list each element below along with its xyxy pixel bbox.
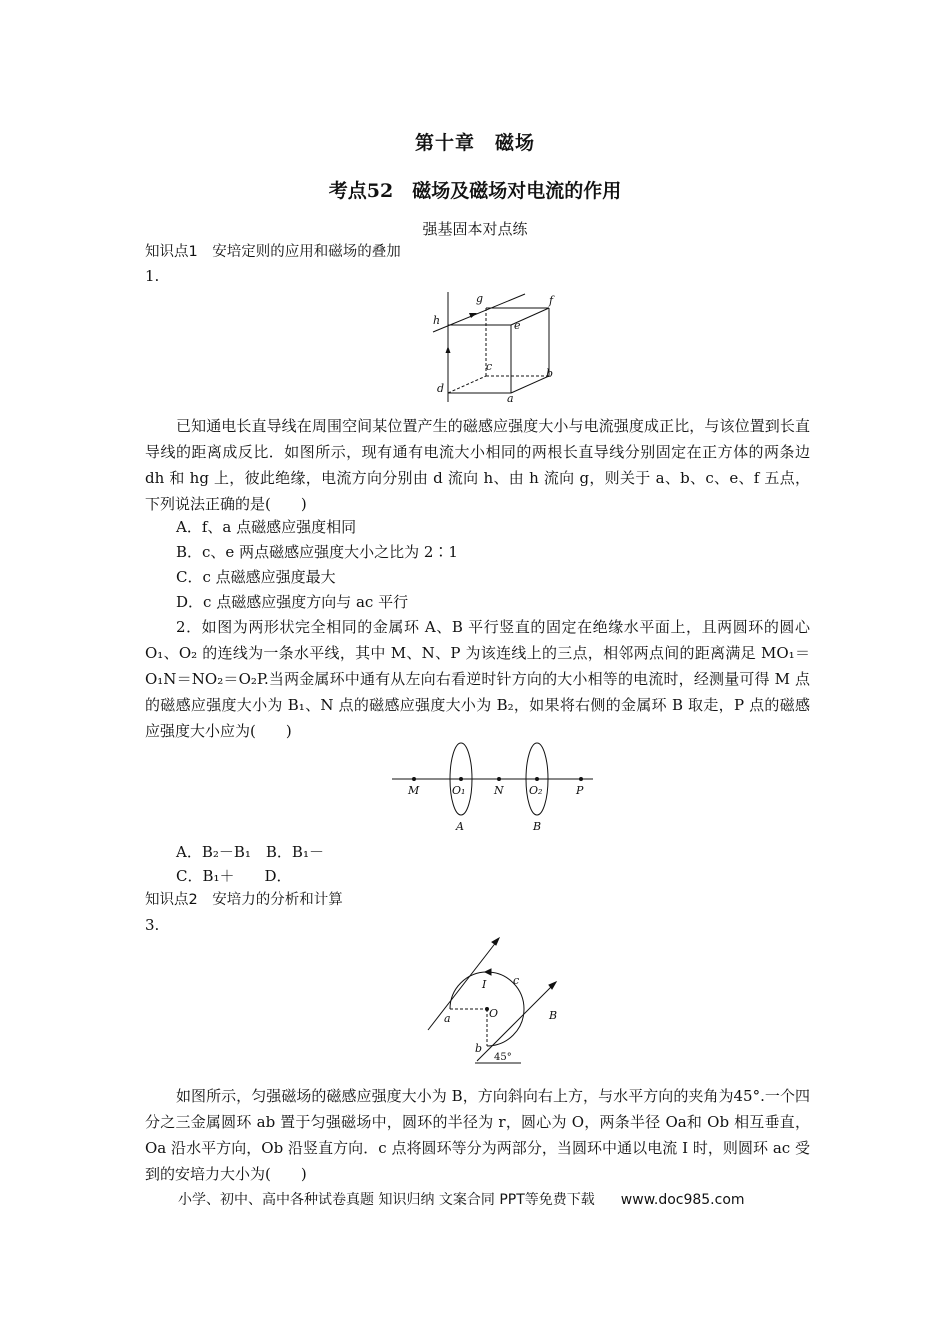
label-b: b <box>475 1042 483 1055</box>
footer-url[interactable]: www.doc985.com <box>620 1192 745 1208</box>
question-3-stem: 如图所示，匀强磁场的磁感应强度大小为 B，方向斜向右上方，与水平方向的夹角为45°.一个四分之三金属圆环 ab 置于匀强磁场中，圆环的半径为 r，圆心为 O，两条半径 Oa和 Ob 相互垂直，Oa 沿水平方向，Ob 沿竖直方向．c 点将圆环等分为两部分，当圆环中通以电流 I 时，则圆环 ac 受到的安培力大小为( ) <box>145 1087 811 1183</box>
question-1-stem: 已知通电长直导线在周围空间某位置产生的磁感应强度大小与电流强度成正比，与该位置到长直导线的距离成反比．如图所示，现有通有电流大小相同的两根长直导线分别固定在正方体的两条边 dh 和 hg 上，彼此绝缘，电流方向分别由 d 流向 h、由 h 流向 g，则关于 a、b、c、e、f 五点，下列说法正确的是( ) <box>145 417 810 513</box>
question-1-option-c: C．c 点磁感应强度最大 <box>176 568 336 586</box>
cube-figure <box>425 290 575 402</box>
knowledge-point-1-heading: 知识点1 安培定则的应用和磁场的叠加 <box>145 244 401 260</box>
page-footer <box>178 1189 745 1209</box>
question-2-options-cd: C．B₁＋ D． <box>176 867 292 885</box>
two-rings-figure <box>390 738 595 838</box>
label-A: A <box>456 820 464 833</box>
label-O2: O₂ <box>529 784 543 797</box>
question-1-option-d: D．c 点磁感应强度方向与 ac 平行 <box>176 593 409 611</box>
label-P: P <box>576 784 584 797</box>
label-I: I <box>482 978 487 991</box>
question-1-option-a: A．f、a 点磁感应强度相同 <box>176 518 357 536</box>
question-1-number: 1. <box>145 267 160 285</box>
label-c: c <box>513 974 520 987</box>
label-O1: O₁ <box>452 784 466 797</box>
label-M: M <box>408 784 420 797</box>
footer-text: 小学、初中、高中各种试卷真题 知识归纳 文案合同 PPT等免费下载 <box>178 1192 595 1208</box>
label-a: a <box>507 392 514 402</box>
label-angle: 45° <box>494 1052 512 1063</box>
label-N: N <box>494 784 504 797</box>
label-e: e <box>514 319 521 332</box>
label-O: O <box>489 1007 499 1020</box>
label-B: B <box>533 820 542 833</box>
question-3-number: 3. <box>145 916 160 934</box>
label-f: f <box>549 294 554 307</box>
question-2-stem: 2．如图为两形状完全相同的金属环 A、B 平行竖直的固定在绝缘水平面上，且两圆环的圆心 O₁、O₂ 的连线为一条水平线，其中 M、N、P 为该连线上的三点，相邻两点间的距离满足 MO₁＝O₁N＝NO₂＝O₂P.当两金属环中通有从左向右看逆时针方向的大小相等的电流时，经测量可得 M 点的磁感应强度大小为 B₁、N 点的磁感应强度大小为 B₂，如果将右侧的金属环 B 取走，P 点的磁感应强度大小应为( ) <box>145 618 810 740</box>
chapter-title: 第十章 磁场 <box>414 132 535 154</box>
label-h: h <box>433 314 441 327</box>
label-d: d <box>437 382 445 395</box>
label-B: B <box>549 1009 558 1022</box>
section-subtitle: 强基固本对点练 <box>422 220 528 238</box>
label-a: a <box>444 1012 451 1025</box>
question-2-options-ab: A．B₂－B₁ B．B₁－ <box>176 843 324 861</box>
topic-title: 考点52 磁场及磁场对电流的作用 <box>328 180 622 202</box>
ring-in-field-figure <box>425 935 570 1075</box>
label-c: c <box>486 360 493 373</box>
label-g: g <box>476 292 484 305</box>
label-b: b <box>546 367 554 380</box>
knowledge-point-2-heading: 知识点2 安培力的分析和计算 <box>145 892 343 908</box>
question-1-option-b: B．c、e 两点磁感应强度大小之比为 2∶1 <box>176 543 458 561</box>
